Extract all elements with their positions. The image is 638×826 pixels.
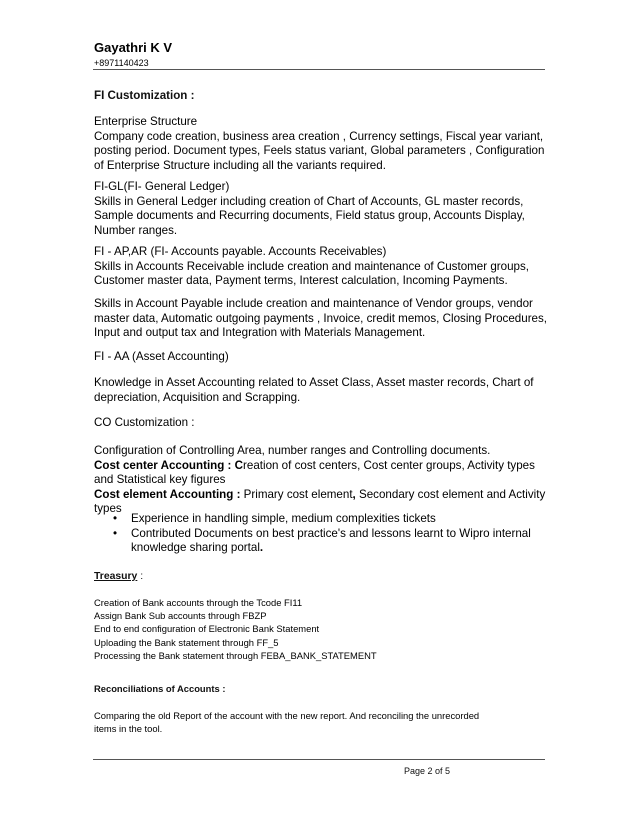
list-item-text: Experience in handling simple, medium complexities tickets	[131, 512, 436, 525]
enterprise-structure-section	[94, 115, 554, 173]
fi-aa-section	[94, 376, 554, 405]
fi-apar-section	[94, 245, 554, 289]
treasury-item: Assign Bank Sub accounts through FBZP	[94, 610, 267, 622]
header-divider	[93, 69, 545, 70]
cost-center-line-2: and Statistical key figures	[94, 473, 226, 487]
fi-gl-section	[94, 180, 554, 238]
section-line: depreciation, Acquisition and Scrapping.	[94, 390, 301, 404]
section-line: of Enterprise Structure including all the variants required.	[94, 158, 386, 172]
bullet-icon: •	[113, 526, 118, 540]
co-config-line: Configuration of Controlling Area, number ranges and Controlling documents.	[94, 444, 491, 457]
page-number: Page 2 of 5	[404, 766, 451, 776]
reconciliations-text	[94, 709, 554, 735]
section-line: Number ranges.	[94, 223, 178, 237]
section-line: Customer master data, Payment terms, Interest calculation, Incoming Payments.	[94, 274, 508, 288]
footer-divider	[93, 759, 545, 760]
list-item-text: Contributed Documents on best practice's and lessons learnt to Wipro internal	[131, 526, 531, 540]
cost-center-line	[94, 459, 554, 474]
treasury-colon: :	[137, 571, 144, 582]
candidate-phone: +8971140423	[94, 58, 149, 68]
section-line: Skills in General Ledger including creation of Chart of Accounts, GL master records,	[94, 194, 524, 208]
section-line: Skills in Accounts Receivable include creation and maintenance of Customer groups,	[94, 259, 530, 273]
treasury-list	[94, 596, 554, 662]
reconciliations-line: Comparing the old Report of the account with the new report. And reconciling the unrecorded	[94, 710, 480, 721]
list-item	[110, 512, 550, 527]
section-line: posting period. Document types, Feels status variant, Global parameters , Configuration	[94, 144, 545, 158]
section-line: master data, Automatic outgoing payments , Invoice, credit memos, Closing Procedures,	[94, 311, 548, 325]
fi-aa-heading: FI - AA (Asset Accounting)	[94, 350, 229, 363]
bullet-icon: •	[113, 512, 118, 525]
treasury-item: Creation of Bank accounts through the Tcode FI11	[94, 597, 303, 608]
co-section	[94, 444, 554, 517]
list-item-text-2	[131, 541, 550, 556]
fi-ap-section	[94, 297, 554, 341]
co-bullet-list	[110, 512, 550, 556]
section-line: FI-GL(FI- General Ledger)	[94, 180, 230, 193]
section-line: FI - AP,AR (FI- Accounts payable. Accounts Receivables)	[94, 245, 387, 258]
section-line: Enterprise Structure	[94, 115, 198, 128]
cost-center-label: Cost center Accounting : C	[94, 458, 244, 472]
cost-element-line	[94, 488, 554, 503]
list-item	[110, 527, 550, 556]
cost-element-text-2: Secondary cost element and Activity	[355, 487, 546, 501]
candidate-name: Gayathri K V	[94, 40, 173, 55]
cost-element-label: Cost element Accounting :	[94, 487, 241, 501]
treasury-item: End to end configuration of Electronic Bank Statement	[94, 623, 320, 635]
cost-center-text: reation of cost centers, Cost center groups, Activity types	[243, 458, 535, 472]
cost-element-line-2: types	[94, 502, 122, 516]
reconciliations-line: items in the tool.	[94, 723, 163, 735]
cost-element-text: Primary cost element	[240, 487, 353, 501]
list-item-period: .	[259, 541, 264, 555]
list-item-text-continued: knowledge sharing portal	[131, 541, 260, 555]
treasury-item: Uploading the Bank statement through FF_5	[94, 636, 279, 648]
section-line: Company code creation, business area creation , Currency settings, Fiscal year variant,	[94, 129, 544, 143]
section-line: Input and output tax and Integration with Materials Management.	[94, 326, 426, 340]
reconciliations-heading: Reconciliations of Accounts :	[94, 683, 226, 694]
treasury-heading	[94, 571, 143, 582]
section-line: Skills in Account Payable include creation and maintenance of Vendor groups, vendor	[94, 297, 533, 310]
treasury-item: Processing the Bank statement through FEBA_BANK_STATEMENT	[94, 649, 377, 661]
fi-customization-heading: FI Customization :	[94, 89, 195, 102]
cost-element-comma: ,	[352, 487, 356, 501]
section-line: Sample documents and Recurring documents, Field status group, Accounts Display,	[94, 209, 525, 223]
section-line: Knowledge in Asset Accounting related to Asset Class, Asset master records, Chart of	[94, 376, 534, 389]
co-customization-heading: CO Customization :	[94, 416, 195, 429]
treasury-title: Treasury	[94, 571, 138, 582]
